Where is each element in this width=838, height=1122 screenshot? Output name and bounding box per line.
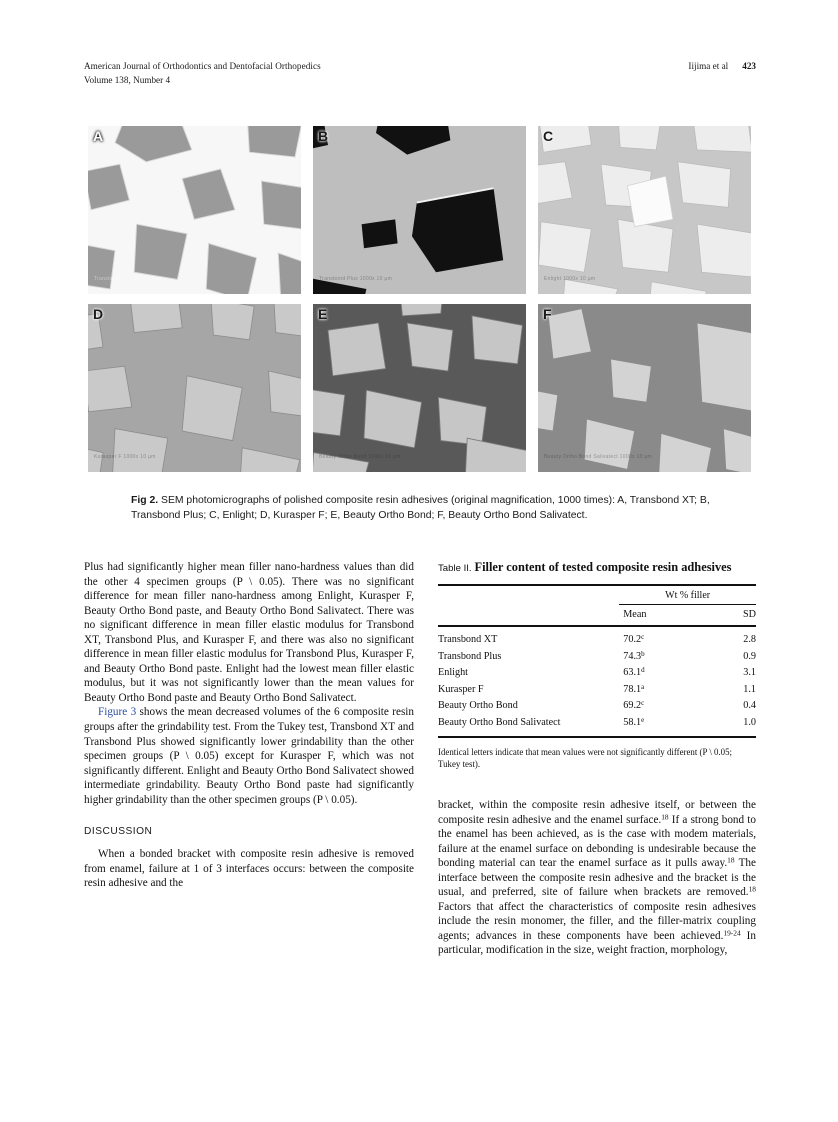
panel-scalebar-e: Beauty Ortho Bond 1000x 10 µm: [319, 454, 401, 460]
table-column-header-row: [438, 605, 756, 627]
figure-caption-label: Fig 2.: [131, 495, 159, 506]
sem-panel-f: [538, 304, 751, 472]
filler-content-table: [438, 584, 756, 741]
figure-caption-text: SEM photomicrographs of polished composite resin adhesives (original magnification, 1000 times): A, Transbond XT; B, Transbond Plus; C, Enlight; D, Kurasper F; E, Beauty Ortho Bond; F, Beauty Ortho Bond Salivatect.: [131, 495, 710, 522]
panel-label-c: C: [543, 128, 554, 144]
journal-title: American Journal of Orthodontics and Dentofacial Orthopedics: [84, 61, 321, 71]
panel-scalebar-a: Transbond XT 1000x 10 µm: [94, 276, 164, 282]
table-cell-mean: 63.1$^d$: [623, 666, 645, 679]
table-group-header-row: [438, 589, 756, 605]
panel-scalebar-d: Kurasper F 1000x 10 µm: [94, 454, 156, 460]
table-cell-name: Transbond Plus: [438, 650, 502, 662]
rc-part5: In particular, modification in the size, weight fraction, morphology,: [438, 929, 756, 957]
body-column-left: [84, 560, 414, 891]
rc-part3: The interface between the composite resin adhesive and the bracket is the usual, and preferred, site of failure when brackets are removed.: [438, 857, 756, 899]
figure-3-xref[interactable]: Figure 3: [98, 706, 137, 719]
table-cell-sd: 0.4: [743, 700, 756, 712]
table-row: [438, 698, 756, 715]
rc-part1: bracket, within the composite resin adhesive itself, or between the composite resin adhesive and the enamel surface.: [438, 799, 756, 826]
figure-2: [88, 126, 752, 472]
sem-panel-d: [88, 304, 301, 472]
table-header-sd: SD: [742, 609, 756, 620]
sem-panel-b: [313, 126, 526, 294]
section-heading-discussion: DISCUSSION: [84, 826, 153, 838]
sem-panel-c: [538, 126, 751, 294]
table-cell-name: Enlight: [438, 667, 468, 679]
paragraph-grindability-text: shows the mean decreased volumes of the 6 composite resin groups after the grindability test. From the Tukey test, Transbond XT and Transbond Plus showed significantly lower grindability than the other specimen groups (P \ 0.05) except for Kurasper F, which was not significantly different. Enlight and Beauty Ortho Bond Salivatect showed intermediate grindability. Beauty Ortho Bond paste had significantly higher grindability than the other specimen groups (P \ 0.05).: [84, 706, 414, 806]
sem-image-d: [88, 304, 301, 472]
table-row: [438, 681, 756, 698]
sem-image-b: [313, 126, 526, 294]
panel-label-e: E: [318, 306, 328, 322]
sem-image-e: [313, 304, 526, 472]
rc-part2: If a strong bond to the enamel has been achieved, as is the case with modem materials, failure at the enamel surface on debonding is undesirable because the bonding material can tear the enamel surface as it pulls away.: [438, 813, 756, 870]
figure-2-caption: [131, 493, 719, 524]
table-cell-mean: 70.2$^c$: [623, 633, 645, 645]
panel-label-b: B: [318, 128, 329, 144]
table-cell-mean: 58.1e: [623, 716, 645, 728]
table-cell-name: Transbond XT: [438, 634, 498, 645]
sem-panel-e: [313, 304, 526, 472]
table-2-title: [438, 560, 756, 577]
table-row: [438, 648, 756, 665]
reference-marker[interactable]: 18: [748, 884, 756, 894]
sem-image-c: [538, 126, 751, 294]
table-cell-name: Kurasper F: [438, 683, 484, 695]
sem-image-f: [538, 304, 751, 472]
table-header-mean: Mean: [623, 609, 647, 620]
table-cell-mean: 74.3$^b$: [623, 649, 645, 662]
panel-scalebar-b: Transbond Plus 1000x 10 µm: [319, 276, 393, 282]
figure-row-top: [88, 126, 752, 294]
panel-label-a: A: [93, 128, 104, 144]
body-column-right: [438, 798, 756, 958]
sem-panel-a: [88, 126, 301, 294]
reference-marker[interactable]: 18: [727, 855, 735, 865]
reference-marker[interactable]: 18: [661, 812, 669, 822]
rc-part4: Factors that affect the characteristics of composite resin adhesives include the resin monomer, the filler, and the filler-matrix coupling agents; advances in these components have been achieved.: [438, 900, 756, 942]
table-row: [438, 714, 756, 731]
table-cell-name: Beauty Ortho Bond Salivatect: [438, 716, 561, 728]
running-head: [84, 60, 756, 87]
paragraph-grindability: [84, 705, 414, 807]
table-cell-sd: 0.9: [743, 650, 756, 662]
paragraph-discussion-continued: [438, 798, 756, 958]
reference-marker[interactable]: 19-24: [723, 928, 741, 938]
table-cell-sd: 2.8: [743, 634, 756, 645]
table-row: [438, 631, 756, 648]
table-row: [438, 665, 756, 682]
table-cell-mean: 78.1$^a$: [623, 682, 645, 695]
page-number: 423: [742, 61, 756, 71]
table-cell-sd: 1.0: [743, 716, 756, 728]
table-header-blank: [438, 605, 619, 627]
table-group-header-wt-filler: Wt % filler: [619, 589, 756, 605]
running-head-authors: Iijima et al: [688, 61, 729, 71]
table-cell-name: Beauty Ortho Bond: [438, 700, 518, 712]
volume-issue: Volume 138, Number 4: [84, 75, 171, 86]
table-rule-bottom: [438, 737, 756, 741]
sem-image-a: [88, 126, 301, 294]
panel-label-d: D: [93, 306, 104, 322]
table-cell-sd: 3.1: [743, 667, 756, 679]
table-2-caption: Filler content of tested composite resin adhesives: [474, 560, 732, 574]
table-cell-mean: 69.2$^c$: [623, 699, 645, 712]
paragraph-discussion-intro: When a bonded bracket with composite resin adhesive is removed from enamel, failure at 1 of 3 interfaces occurs: between the composite resin adhesive and the: [84, 848, 414, 890]
paragraph-filler-results: Plus had significantly higher mean filler nano-hardness values than did the other 4 specimen groups (P \ 0.05). There was no significant difference for mean filler nano-hardness among Enlight, Kurasper F, Beauty Ortho Bond paste, and Beauty Ortho Bond Salivatect. There was no significant difference in mean filler elastic modulus for Transbond XT, Transbond Plus, and Kurasper F, and there was also no significant difference in mean filler elastic modulus for Transbond Plus, Kurasper F, and Beauty Ortho Bond paste. Enlight had the lowest mean filler elastic modulus, but it was not significantly lower than the mean values for Beauty Ortho Bond paste and Beauty Ortho Bond Salivatect.: [84, 561, 414, 704]
table-2-footnote: Identical letters indicate that mean values were not significantly different (P \ 0.05; Tukey test).: [438, 746, 733, 769]
figure-row-bottom: [88, 304, 752, 472]
table-2-block: [438, 560, 756, 770]
panel-scalebar-f: Beauty Ortho Bond Salivatect 1000x 10 µm: [544, 454, 652, 460]
table-2-label: Table II.: [438, 563, 472, 574]
table-cell-sd: 1.1: [743, 683, 756, 695]
panel-scalebar-c: Enlight 1000x 10 µm: [544, 276, 596, 282]
panel-label-f: F: [543, 306, 552, 322]
